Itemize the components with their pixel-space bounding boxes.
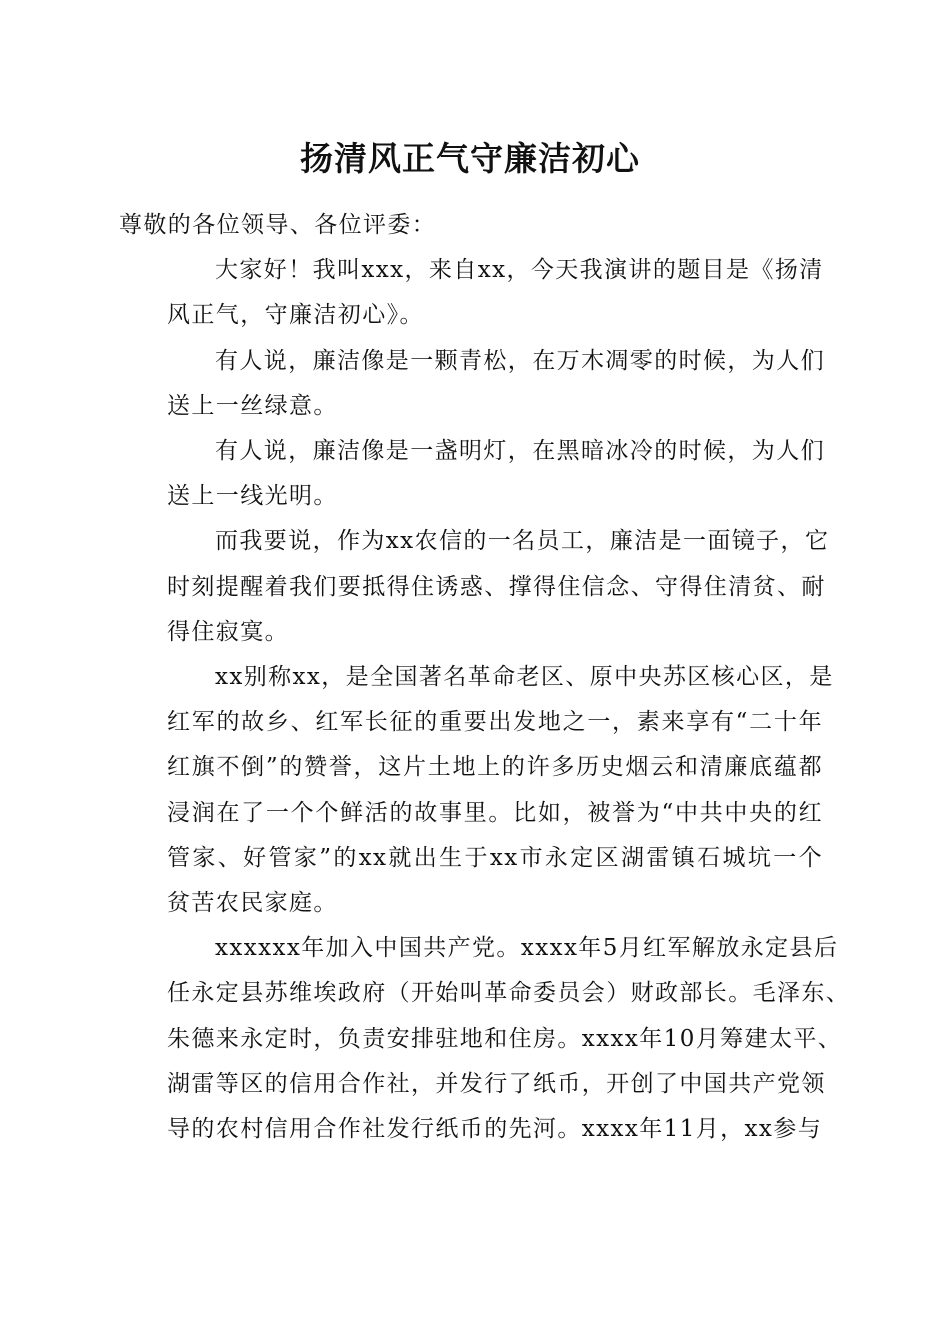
paragraph-line: 湖雷等区的信用合作社，并发行了纸币，开创了中国共产党领 <box>167 1070 826 1097</box>
paragraph-line: 大家好！我叫xxx，来自xx，今天我演讲的题目是《扬清 <box>215 257 824 284</box>
paragraph-line: 有人说，廉洁像是一颗青松，在万木凋零的时候，为人们 <box>215 347 825 374</box>
paragraph-line: 红军的故乡、红军长征的重要出发地之一，素来享有“二十年 <box>167 709 823 736</box>
paragraph-6 <box>119 926 851 1152</box>
paragraph-line: 管家、好管家”的xx就出生于xx市永定区湖雷镇石城坑一个 <box>167 844 823 871</box>
paragraph-1 <box>119 248 823 338</box>
paragraph-line: xxxxxx年加入中国共产党。xxxx年5月红军解放永定县后 <box>215 935 839 962</box>
paragraph-line: 得住寂寞。 <box>167 618 289 645</box>
paragraph-line: 而我要说，作为xx农信的一名员工，廉洁是一面镜子，它 <box>215 528 830 555</box>
paragraph-line: 任永定县苏维埃政府（开始叫革命委员会）财政部长。毛泽东、 <box>167 980 851 1007</box>
paragraph-line: 贫苦农民家庭。 <box>167 890 338 917</box>
paragraph-5 <box>119 655 834 926</box>
paragraph-line: 时刻提醒着我们要抵得住诱惑、撑得住信念、守得住清贫、耐 <box>167 573 826 600</box>
paragraph-2 <box>119 339 823 429</box>
document-title: 扬清风正气守廉洁初心 <box>300 139 640 178</box>
paragraph-line: 浸润在了一个个鲜活的故事里。比如，被誉为“中共中央的红 <box>167 799 823 826</box>
paragraph-4 <box>119 519 830 655</box>
paragraph-line: 朱德来永定时，负责安排驻地和住房。xxxx年10月筹建太平、 <box>167 1025 843 1052</box>
paragraph-line: 导的农村信用合作社发行纸币的先河。xxxx年11月，xx参与 <box>167 1116 823 1143</box>
salutation: 尊敬的各位领导、各位评委： <box>119 212 437 238</box>
paragraph-line: 风正气，守廉洁初心》。 <box>167 302 424 329</box>
paragraph-3 <box>119 429 823 519</box>
paragraph-line: 送上一丝绿意。 <box>167 392 338 419</box>
paragraph-line: 送上一线光明。 <box>167 483 338 510</box>
document-body <box>119 203 851 1152</box>
paragraph-line: xx别称xx，是全国著名革命老区、原中央苏区核心区，是 <box>215 664 834 691</box>
paragraph-line: 红旗不倒”的赞誉，这片土地上的许多历史烟云和清廉底蕴都 <box>167 754 823 781</box>
paragraph-line: 有人说，廉洁像是一盏明灯，在黑暗冰冷的时候，为人们 <box>215 438 825 465</box>
